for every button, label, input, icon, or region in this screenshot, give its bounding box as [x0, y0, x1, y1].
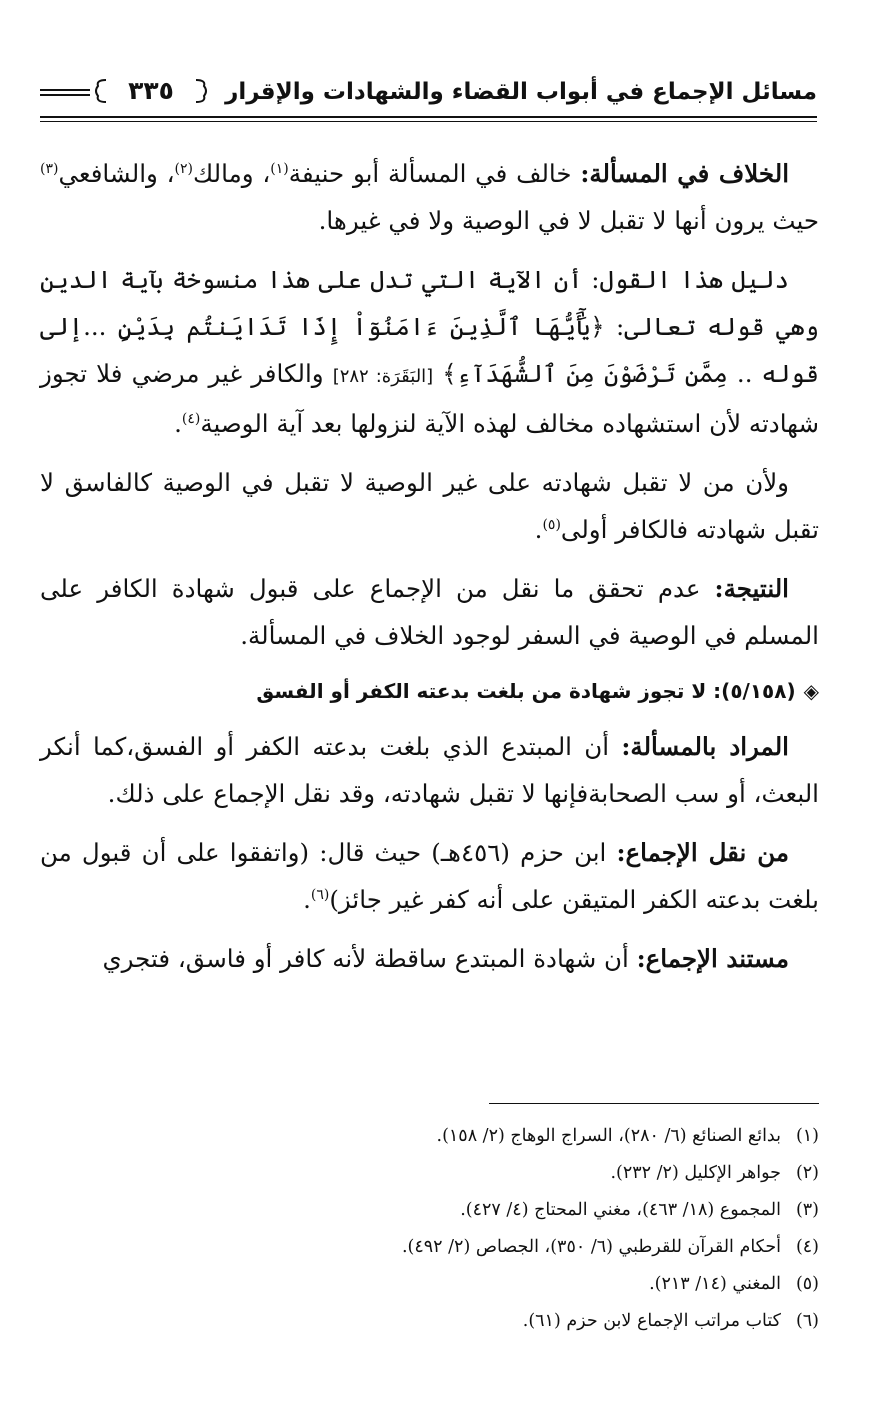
paragraph-text: والكافر غير مرضي فلا تجوز شهادته لأن استشهاده مخالف لهذه الآية لنزولها بعد آية الوصية	[40, 359, 819, 438]
verse-reference: [البَقَرَة: ٢٨٢]	[332, 366, 434, 387]
page-number: ٣٣٥	[128, 76, 174, 105]
footnote-text: جواهر الإكليل (٢/ ٢٣٢).	[610, 1163, 781, 1183]
paragraph-text: أن شهادة المبتدع ساقطة لأنه كافر أو فاسق، فتجري	[102, 944, 629, 973]
paragraph-text: ، ومالك	[193, 159, 271, 188]
paragraph-lead: النتيجة:	[714, 574, 789, 603]
paragraph-text: حيث يرون أنها لا تقبل لا في الوصية ولا في غيرها.	[318, 206, 819, 235]
paragraph-lead: الخلاف في المسألة:	[580, 159, 790, 188]
header-rule	[40, 116, 817, 118]
footnote-number: (٥)	[795, 1274, 819, 1294]
footnote-ref: (٥)	[542, 516, 561, 533]
paragraph-evidence	[40, 256, 819, 447]
footnote-number: (١)	[795, 1126, 819, 1146]
footnote	[60, 1192, 819, 1229]
footnote-ref: (٦)	[310, 886, 330, 903]
paragraph-lead: المراد بالمسألة:	[621, 732, 789, 761]
paragraph-lead: مستند الإجماع:	[636, 944, 789, 973]
footnote-text: كتاب مراتب الإجماع لابن حزم (٦١).	[522, 1311, 781, 1331]
running-header	[40, 72, 817, 124]
paragraph-meaning	[40, 723, 819, 817]
quran-verse: مِمَّن تَرْضَوْنَ مِنَ ٱلشُّهَدَآءِ﴾	[442, 359, 728, 388]
footnote-separator	[489, 1103, 819, 1104]
paragraph-text: .	[174, 409, 182, 438]
footnote-ref: (٢)	[174, 160, 194, 177]
footnotes	[60, 1118, 819, 1340]
quran-verse: ﴿يَٰٓأَيُّهَا ٱلَّذِينَ ءَامَنُوٓاْ إِذَا تَدَايَنتُم بِدَيْنٍ	[117, 312, 605, 341]
issue-heading-text: (٥/١٥٨): لا تجوز شهادة من بلغت بدعته الكفر أو الفسق	[256, 679, 796, 703]
paragraph-result	[40, 565, 819, 659]
footnote-ref: (٣)	[40, 160, 59, 177]
running-title: مسائل الإجماع في أبواب القضاء والشهادات والإقرار	[225, 79, 817, 105]
header-rule-thin	[40, 121, 817, 122]
paragraph-lead: من نقل الإجماع:	[616, 838, 789, 867]
paragraph-text: ، والشافعي	[58, 159, 175, 188]
paragraph-disagreement	[40, 150, 819, 244]
footnote-ref: (٤)	[181, 410, 201, 427]
paragraph-text: عدم تحقق ما نقل من الإجماع على قبول شهادة الكافر على المسلم في الوصية في السفر لوجود الخلاف في المسألة.	[40, 574, 819, 650]
footnote-text: المغني (١٤/ ٢١٣).	[649, 1274, 781, 1294]
footnote-text: بدائع الصنائع (٦/ ٢٨٠)، السراج الوهاج (٢/ ١٥٨).	[436, 1126, 781, 1146]
page-number-rule-top	[40, 89, 90, 91]
issue-heading	[40, 671, 819, 711]
footnote-number: (٦)	[795, 1311, 819, 1331]
page-number-rule-bottom	[40, 94, 90, 96]
paragraph-text: أن المبتدع الذي بلغت بدعته الكفر أو الفسق،كما أنكر البعث، أو سب الصحابةفإنها لا تقبل شهادته، وقد نقل الإجماع على ذلك.	[40, 732, 819, 808]
diamond-icon: ◈	[803, 679, 819, 703]
footnote	[60, 1266, 819, 1303]
paragraph-text: ...إلى قوله ..	[40, 312, 819, 388]
footnote-text: المجموع (١٨/ ٤٦٣)، مغني المحتاج (٤/ ٤٢٧).	[460, 1200, 781, 1220]
footnote	[60, 1118, 819, 1155]
footnote-ref: (١)	[270, 160, 289, 177]
paragraph-text: دليل هذا القول: أن الآية التي تدل على هذا منسوخة بآية الدين وهي قوله تعالى:	[40, 265, 819, 341]
paragraph-text: .	[303, 885, 311, 914]
footnote	[60, 1155, 819, 1192]
footnote-number: (٢)	[795, 1163, 819, 1183]
footnote	[60, 1229, 819, 1266]
paragraph-text: ولأن من لا تقبل شهادته على غير الوصية لا تقبل في الوصية كالفاسق لا تقبل شهادته فالكافر أولى	[40, 468, 819, 544]
footnote-number: (٣)	[795, 1200, 819, 1220]
paragraph-basis	[40, 935, 819, 982]
paragraph-text: .	[534, 515, 543, 544]
footnote	[60, 1303, 819, 1340]
paragraph-text: خالف في المسألة أبو حنيفة	[288, 159, 572, 188]
paragraph-consensus-source	[40, 829, 819, 923]
paragraph-analogy	[40, 459, 819, 553]
paragraph-text: ابن حزم (٤٥٦هـ) حيث قال: (واتفقوا على أن قبول من بلغت بدعته الكفر المتيقن على أنه كفر غير جائز)	[40, 838, 819, 914]
footnote-number: (٤)	[795, 1237, 819, 1257]
main-text	[40, 150, 819, 994]
footnote-text: أحكام القرآن للقرطبي (٦/ ٣٥٠)، الجصاص (٢/ ٤٩٢).	[401, 1237, 781, 1257]
